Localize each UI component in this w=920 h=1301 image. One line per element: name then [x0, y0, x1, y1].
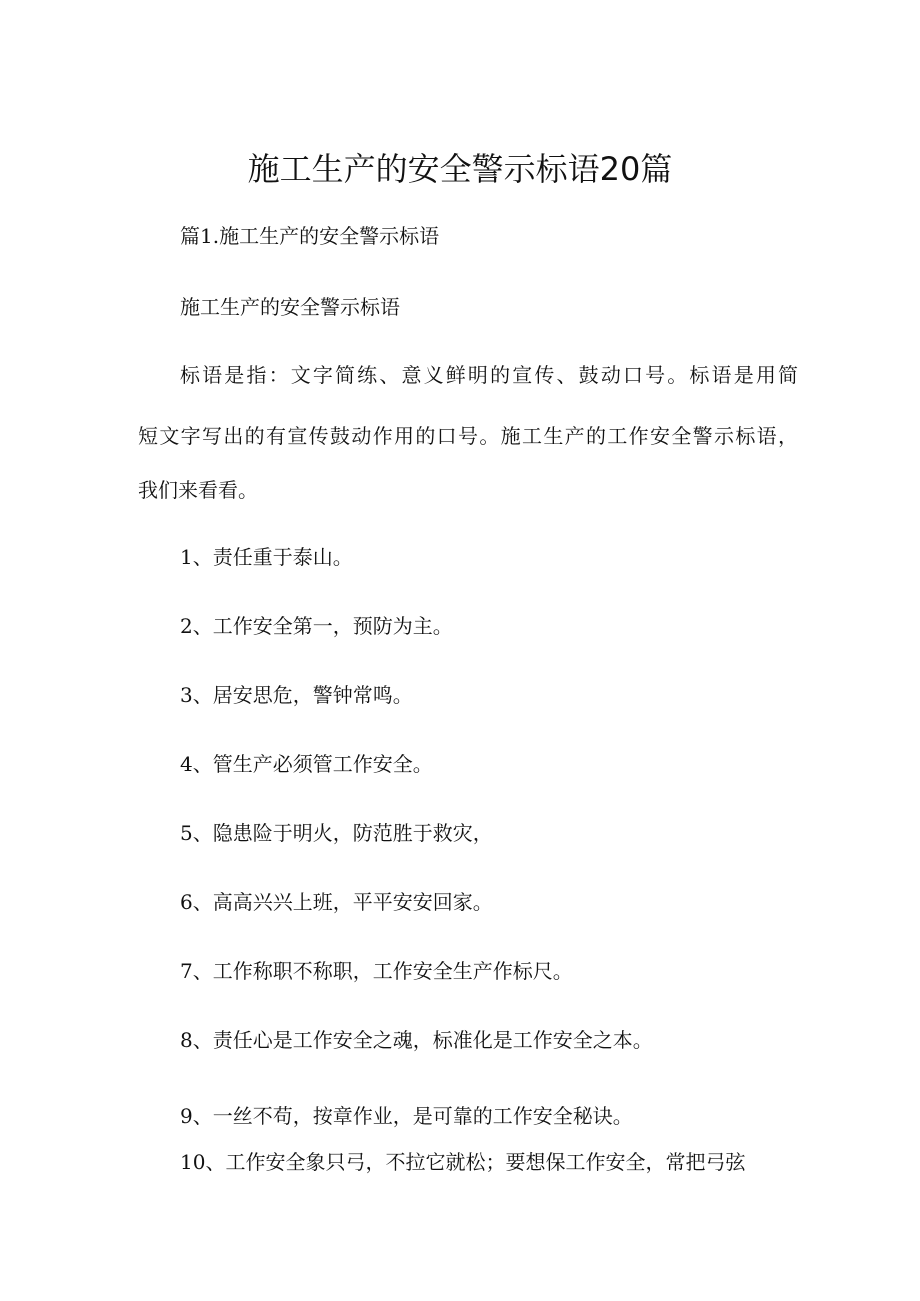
document-title: 施工生产的安全警示标语20篇: [247, 150, 673, 188]
slogan-item-1: 1、责任重于泰山。: [180, 545, 353, 569]
slogan-item-7: 7、工作称职不称职，工作安全生产作标尺。: [180, 959, 573, 983]
intro-line-1: 标语是指：文字简练、意义鲜明的宣传、鼓动口号。标语是用简: [180, 363, 798, 387]
intro-line-3: 我们来看看。: [138, 478, 258, 502]
slogan-item-6: 6、高高兴兴上班，平平安安回家。: [180, 890, 493, 914]
subheading: 施工生产的安全警示标语: [180, 295, 400, 319]
slogan-item-4: 4、管生产必须管工作安全。: [180, 752, 433, 776]
slogan-item-8: 8、责任心是工作安全之魂，标准化是工作安全之本。: [180, 1028, 653, 1052]
slogan-item-9: 9、一丝不苟，按章作业，是可靠的工作安全秘诀。: [180, 1104, 633, 1128]
slogan-item-5: 5、隐患险于明火，防范胜于救灾，: [180, 821, 493, 845]
slogan-item-10: 10、工作安全象只弓，不拉它就松；要想保工作安全，常把弓弦: [180, 1150, 746, 1174]
section-heading: 篇1.施工生产的安全警示标语: [180, 224, 440, 248]
intro-line-2: 短文字写出的有宣传鼓动作用的口号。施工生产的工作安全警示标语，: [138, 424, 798, 448]
slogan-item-3: 3、居安思危，警钟常鸣。: [180, 683, 413, 707]
slogan-item-2: 2、工作安全第一，预防为主。: [180, 614, 453, 638]
